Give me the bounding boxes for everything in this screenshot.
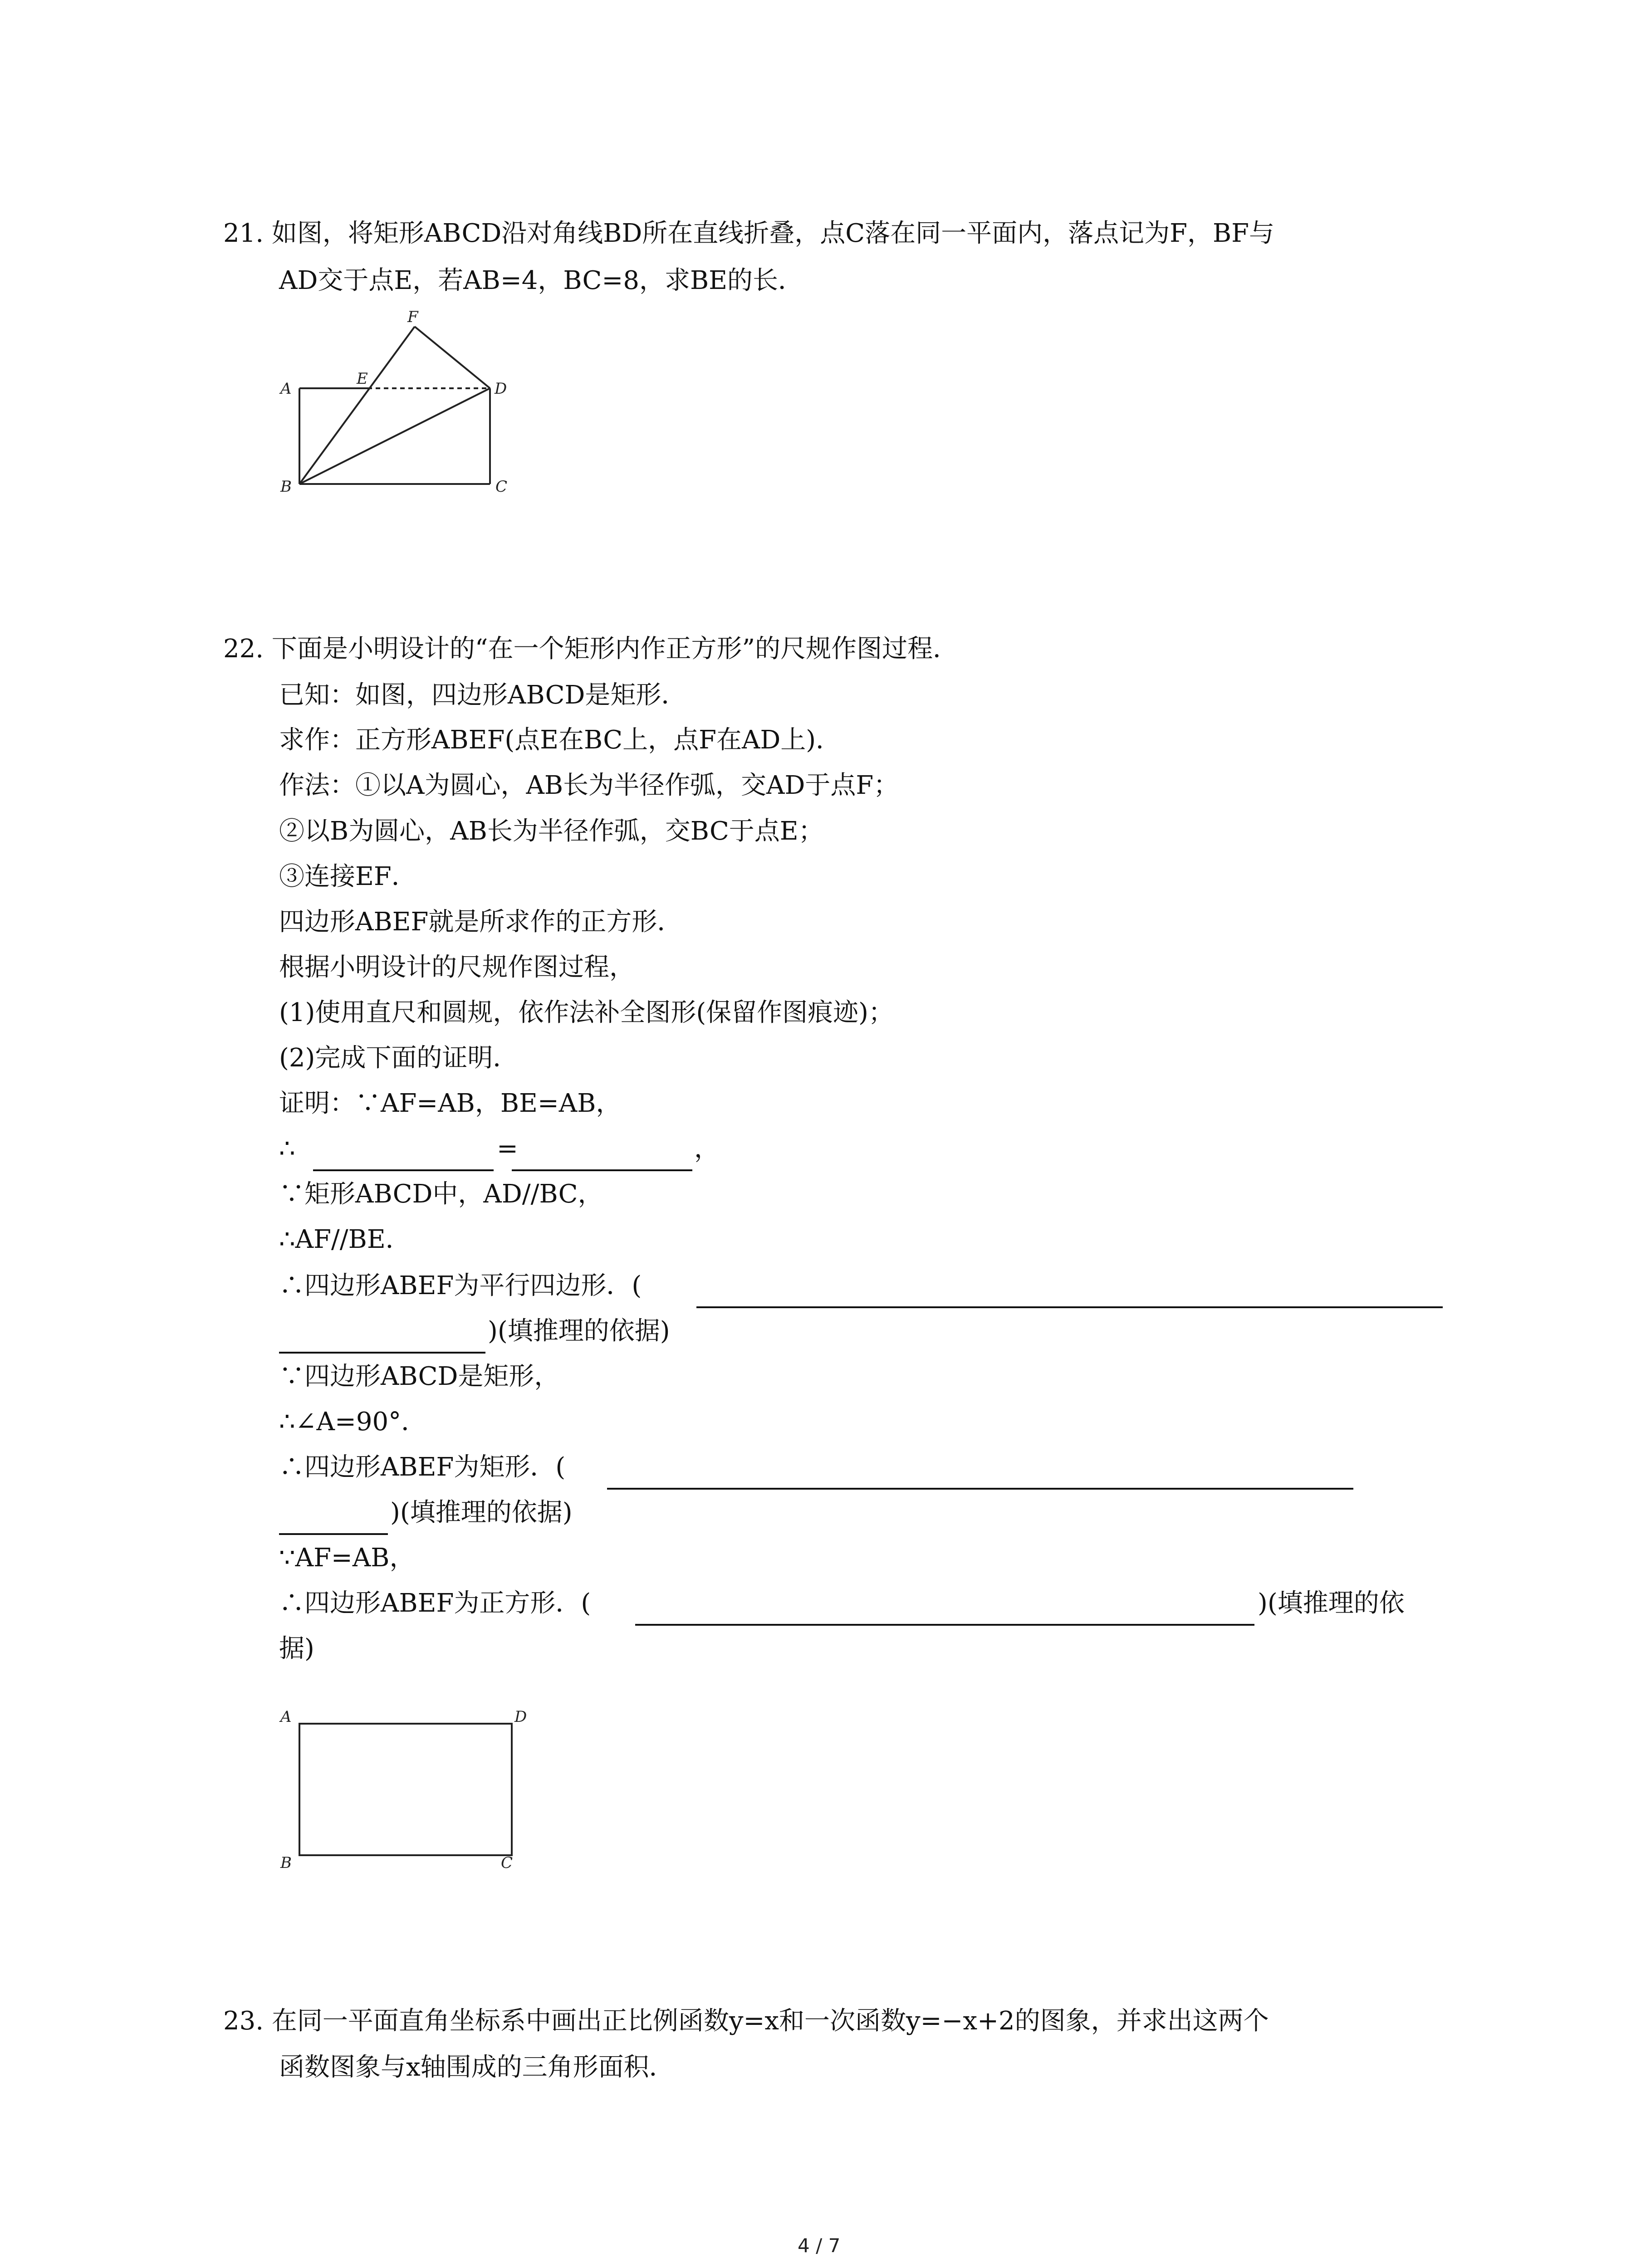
q22-text-line-12-comma: ， <box>694 1134 720 1163</box>
q22-label-b: B <box>280 1854 292 1872</box>
q22-text-line-7: 四边形ABEF就是所求作的正方形． <box>279 907 683 937</box>
q22-diagram <box>277 1706 540 1872</box>
q21-label-d: D <box>495 380 507 398</box>
q22-text-line-6: ③连接EF． <box>279 862 417 891</box>
q21-segment-bd <box>299 388 490 484</box>
q22-text-line-5: ②以B为圆心，AB长为半径作弧，交BC于点E； <box>279 816 824 846</box>
q22-text-line-2: 已知：如图，四边形ABCD是矩形． <box>279 680 687 710</box>
q22-figure <box>277 1706 540 1872</box>
q22-text-line-9: (1)使用直尺和圆规，依作法补全图形(保留作图痕迹)； <box>279 998 894 1027</box>
q22-reason-blank-2b[interactable] <box>279 1533 388 1535</box>
q22-text-line-12-therefore: ∴ <box>279 1134 295 1163</box>
q21-segment-fd <box>415 327 490 388</box>
q22-label-d: D <box>514 1708 527 1726</box>
q21-label-a: A <box>280 380 292 398</box>
q22-text-line-19: ∴四边形ABEF为矩形．( <box>279 1452 566 1482</box>
q21-label-b: B <box>280 478 292 496</box>
q22-text-line-10: (2)完成下面的证明． <box>279 1043 519 1073</box>
q22-reason-blank-1b[interactable] <box>279 1352 485 1354</box>
q22-text-line-11: 证明：∵AF=AB，BE=AB， <box>279 1089 622 1118</box>
q22-label-c: C <box>501 1854 513 1872</box>
q22-answer-blank-2[interactable] <box>512 1169 692 1171</box>
q22-text-line-22: ∴四边形ABEF为正方形．( <box>279 1589 591 1618</box>
q21-figure <box>281 308 517 494</box>
q21-text-line-2: AD交于点E，若AB=4，BC=8，求BE的长． <box>279 266 803 295</box>
q21-label-c: C <box>495 478 508 496</box>
q22-answer-blank-1[interactable] <box>313 1169 494 1171</box>
q22-text-line-3: 求作：正方形ABEF(点E在BC上，点F在AD上)． <box>279 725 842 755</box>
q22-text-line-16: )(填推理的依据) <box>488 1316 670 1346</box>
q22-rectangle-abcd <box>299 1724 512 1855</box>
q22-text-line-21: ∵AF=AB， <box>279 1543 415 1573</box>
q22-text-line-17: ∵四边形ABCD是矩形， <box>279 1362 560 1391</box>
q21-text-line-1: 21. 如图，将矩形ABCD沿对角线BD所在直线折叠，点C落在同一平面内，落点记为F，BF与 <box>223 219 1274 248</box>
q22-text-line-23: 据) <box>279 1634 314 1663</box>
q22-text-line-15: ∴四边形ABEF为平行四边形．( <box>279 1271 642 1300</box>
page-number: 4 / 7 <box>798 2234 841 2257</box>
q21-label-e: E <box>357 370 368 388</box>
q21-label-f: F <box>407 308 418 326</box>
q22-reason-blank-2a[interactable] <box>607 1488 1353 1490</box>
q22-reason-blank-3[interactable] <box>635 1624 1254 1626</box>
q22-text-line-8: 根据小明设计的尺规作图过程， <box>279 953 635 982</box>
q22-reason-blank-1a[interactable] <box>696 1306 1443 1308</box>
q21-diagram <box>281 308 517 494</box>
q22-text-line-1: 22. 下面是小明设计的“在一个矩形内作正方形”的尺规作图过程． <box>223 634 959 664</box>
q21-segment-bf <box>299 327 415 484</box>
q22-label-a: A <box>280 1708 292 1726</box>
q22-text-line-18: ∴∠A=90°． <box>279 1407 427 1437</box>
q23-text-line-1: 23. 在同一平面直角坐标系中画出正比例函数y=x和一次函数y=−x+2的图象，并求出这两个 <box>223 2006 1269 2036</box>
q22-text-line-20: )(填推理的依据) <box>390 1498 573 1527</box>
q22-text-line-14: ∴AF//BE． <box>279 1225 411 1254</box>
q23-text-line-2: 函数图象与x轴围成的三角形面积． <box>279 2053 675 2082</box>
q22-text-line-13: ∵矩形ABCD中，AD//BC， <box>279 1179 603 1209</box>
q22-text-line-4: 作法：①以A为圆心，AB长为半径作弧，交AD于点F； <box>279 771 899 800</box>
q22-text-line-22-tail: )(填推理的依 <box>1258 1589 1405 1618</box>
q22-text-line-12-equals: = <box>497 1134 518 1163</box>
